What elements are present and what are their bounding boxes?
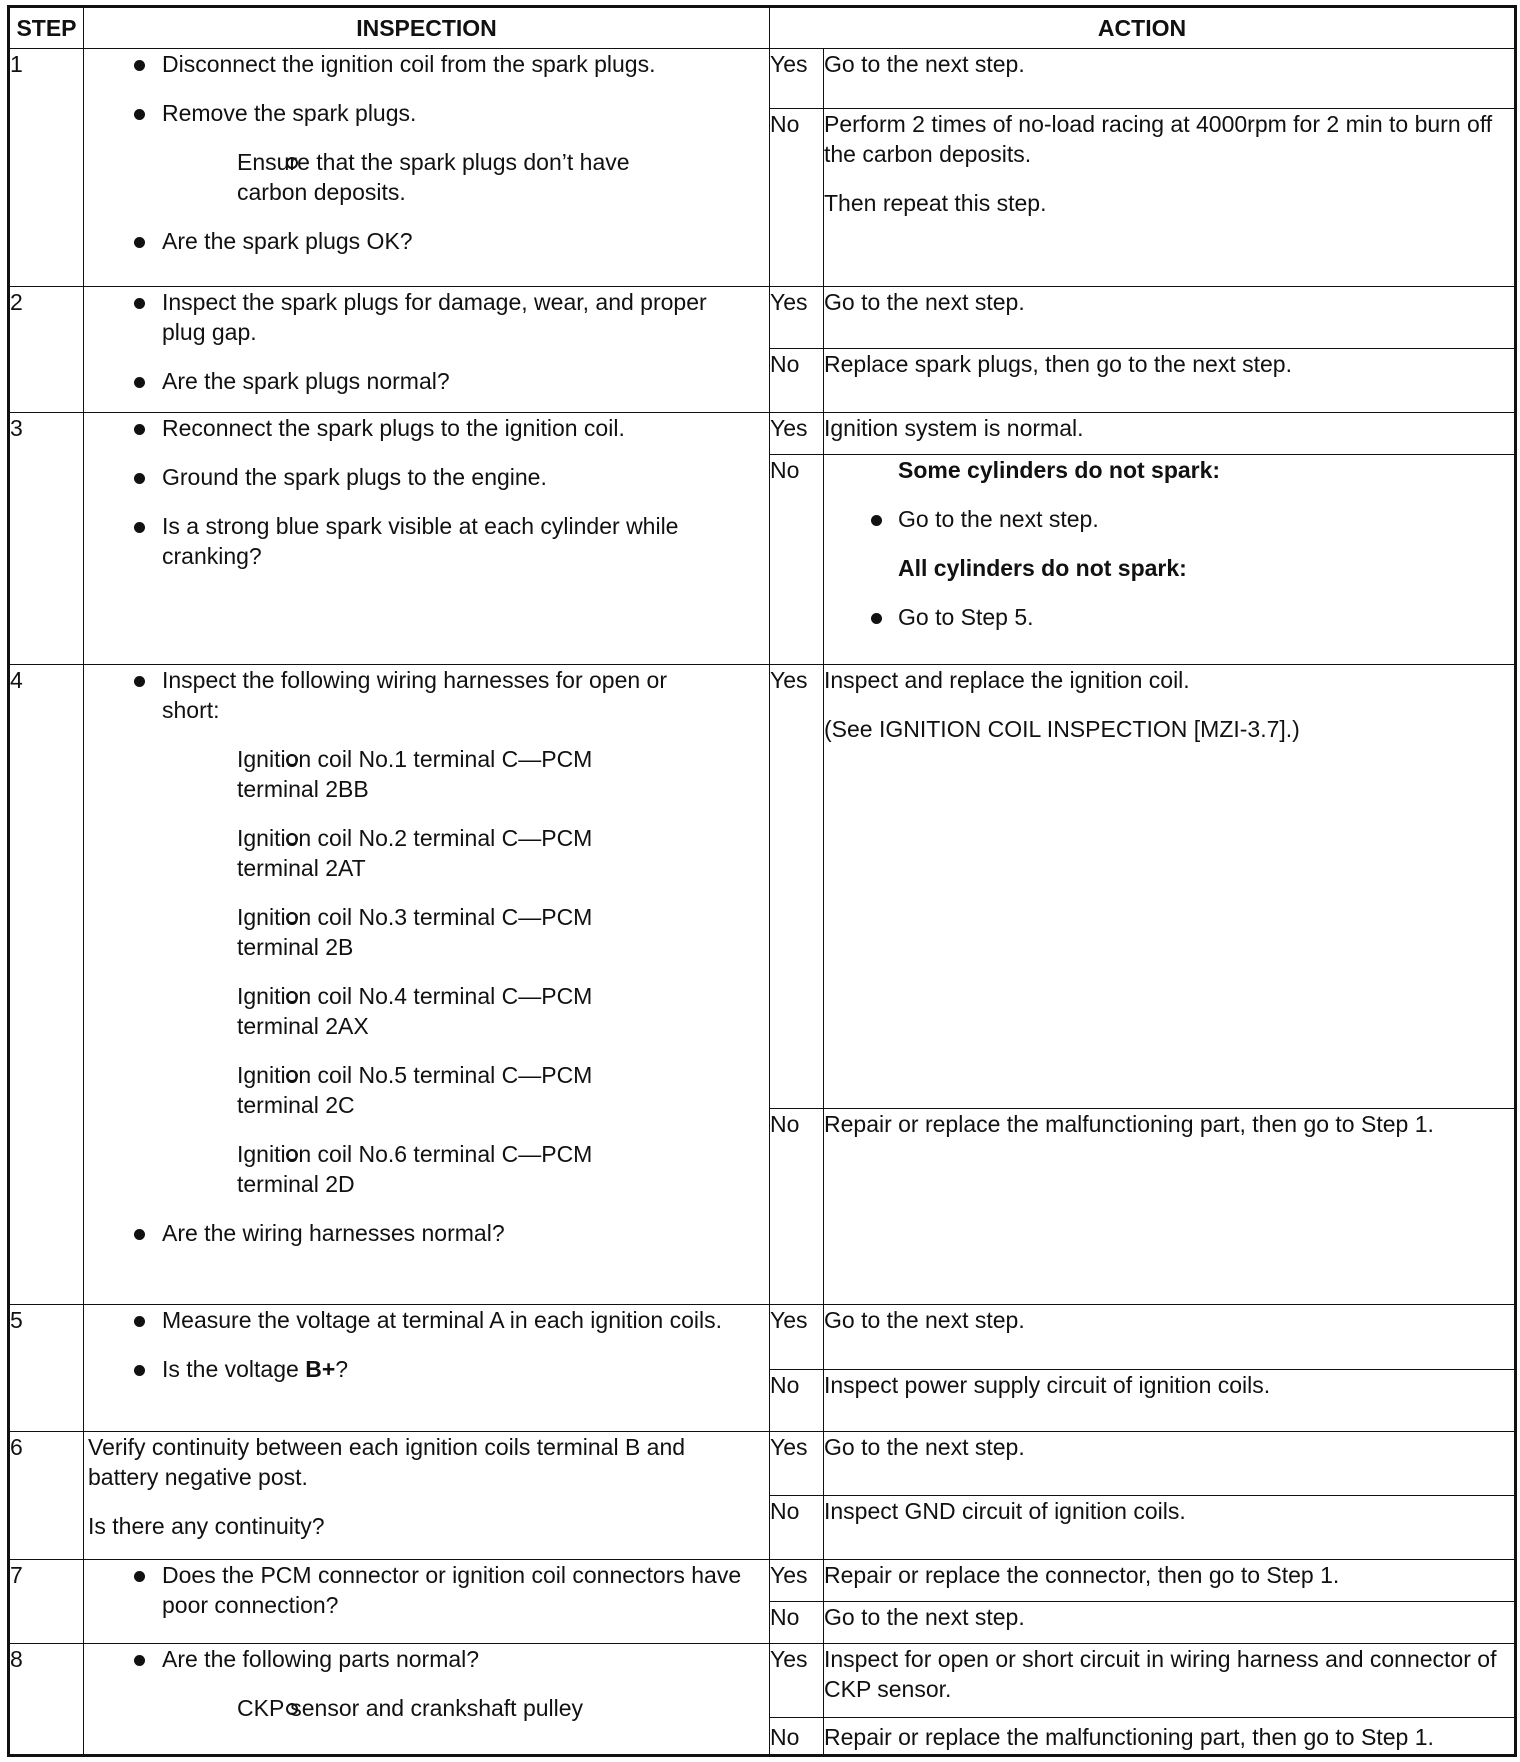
no-action: Inspect GND circuit of ignition coils.: [824, 1495, 1516, 1559]
yes-action: Inspect for open or short circuit in wiring harness and connector of CKP sensor.: [824, 1643, 1516, 1717]
table-row: [9, 1431, 1516, 1495]
sub-bullet-item: [162, 744, 769, 804]
table-row: [9, 1643, 1516, 1717]
table-row: [9, 1559, 1516, 1601]
header-step: STEP: [9, 7, 84, 49]
bullet-text: Are the following parts normal?: [162, 1645, 480, 1672]
inspection-cell: [84, 664, 770, 1305]
bullet-item: Are the spark plugs normal?: [84, 366, 769, 396]
action-heading: Some cylinders do not spark:: [898, 457, 1221, 484]
sub-bullet-text: Ignition coil No.1 terminal C—PCM terminal 2BB: [237, 745, 593, 802]
no-action: Go to the next step.: [824, 1601, 1516, 1643]
yes-label: Yes: [770, 287, 824, 349]
header-action: ACTION: [770, 7, 1516, 49]
step-number: 5: [9, 1305, 84, 1431]
yes-action: Go to the next step.: [824, 1305, 1516, 1369]
inspection-text: Verify continuity between each ignition coils terminal B and battery negative post.: [88, 1433, 686, 1490]
question-prefix: Is the voltage: [162, 1356, 306, 1383]
troubleshooting-table-container: [7, 5, 1514, 1757]
action-text: Then repeat this step.: [824, 190, 1047, 217]
yes-label: Yes: [770, 1305, 824, 1369]
sub-bullet-item: [162, 823, 769, 883]
bullet-item: [84, 98, 769, 207]
sub-bullet-item: [162, 147, 769, 207]
step-number: 1: [9, 49, 84, 287]
sub-bullet-text: Ignition coil No.6 terminal C—PCM terminal 2D: [237, 1140, 593, 1197]
bullet-item: Measure the voltage at terminal A in each ignition coils.: [84, 1305, 722, 1335]
sub-bullet-text: Ignition coil No.2 terminal C—PCM terminal 2AT: [237, 824, 593, 881]
no-label: No: [770, 455, 824, 664]
bullet-item: Does the PCM connector or ignition coil connectors have poor connection?: [84, 1560, 752, 1620]
sub-bullet-item: [162, 902, 769, 962]
sub-bullet-text: CKP sensor and crankshaft pulley: [237, 1694, 584, 1721]
step-number: 4: [9, 664, 84, 1305]
table-row: [9, 664, 1516, 1109]
no-action: [824, 455, 1516, 664]
sub-bullet-item: [162, 981, 769, 1041]
inspection-cell: [84, 49, 770, 287]
yes-action: Repair or replace the connector, then go to Step 1.: [824, 1559, 1516, 1601]
bullet-item: Inspect the spark plugs for damage, wear, and proper plug gap.: [84, 287, 722, 347]
table-row: [9, 413, 1516, 455]
yes-action: Ignition system is normal.: [824, 413, 1516, 455]
bullet-item: Ground the spark plugs to the engine.: [84, 462, 769, 492]
inspection-cell: [84, 287, 770, 413]
no-action: [824, 109, 1516, 287]
bullet-item: Reconnect the spark plugs to the ignition coil.: [84, 413, 769, 443]
action-text: (See IGNITION COIL INSPECTION [MZI-3.7].): [824, 715, 1300, 742]
sub-bullet-item: [162, 1139, 769, 1199]
yes-label: Yes: [770, 1643, 824, 1717]
no-label: No: [770, 109, 824, 287]
step-number: 7: [9, 1559, 84, 1643]
bullet-item: [84, 665, 769, 1199]
no-action: Inspect power supply circuit of ignition coils.: [824, 1369, 1516, 1431]
action-bullet: Go to the next step.: [824, 504, 1514, 534]
step-number: 2: [9, 287, 84, 413]
yes-label: Yes: [770, 413, 824, 455]
sub-bullet-item: [162, 1060, 769, 1120]
header-row: [9, 7, 1516, 49]
table-row: [9, 287, 1516, 349]
bullet-item: Is a strong blue spark visible at each cylinder while cranking?: [84, 511, 722, 571]
bullet-item: Are the wiring harnesses normal?: [84, 1218, 769, 1248]
question-value: B+: [305, 1356, 336, 1383]
step-number: 6: [9, 1431, 84, 1559]
step-number: 8: [9, 1643, 84, 1755]
sub-bullet-text: Ignition coil No.5 terminal C—PCM terminal 2C: [237, 1061, 593, 1118]
inspection-cell: [84, 1431, 770, 1559]
no-label: No: [770, 1369, 824, 1431]
table-row: [9, 1305, 1516, 1369]
header-inspection: INSPECTION: [84, 7, 770, 49]
bullet-item: Disconnect the ignition coil from the spark plugs.: [84, 49, 769, 79]
action-text: Inspect and replace the ignition coil.: [824, 666, 1190, 693]
yes-label: Yes: [770, 664, 824, 1109]
bullet-item: Are the spark plugs OK?: [84, 226, 769, 256]
inspection-cell: [84, 1643, 770, 1755]
yes-label: Yes: [770, 1431, 824, 1495]
action-bullet: Go to Step 5.: [824, 602, 1514, 632]
yes-action: [824, 664, 1516, 1109]
no-action: Replace spark plugs, then go to the next step.: [824, 349, 1516, 413]
bullet-item: [84, 1644, 769, 1723]
yes-label: Yes: [770, 49, 824, 109]
no-label: No: [770, 1495, 824, 1559]
bullet-text: Inspect the following wiring harnesses for open or short:: [162, 666, 668, 723]
no-action: Repair or replace the malfunctioning part, then go to Step 1.: [824, 1717, 1516, 1755]
step-number: 3: [9, 413, 84, 664]
table-row: [9, 49, 1516, 109]
action-heading: All cylinders do not spark:: [898, 555, 1187, 582]
bullet-text: Remove the spark plugs.: [162, 100, 417, 127]
no-label: No: [770, 349, 824, 413]
yes-action: Go to the next step.: [824, 287, 1516, 349]
yes-label: Yes: [770, 1559, 824, 1601]
sub-bullet-text: Ignition coil No.4 terminal C—PCM terminal 2AX: [237, 982, 593, 1039]
sub-bullet-text: Ensure that the spark plugs don’t have carbon deposits.: [237, 149, 630, 206]
no-label: No: [770, 1601, 824, 1643]
troubleshooting-table: [7, 5, 1517, 1757]
bullet-item: [84, 1354, 769, 1384]
question-suffix: ?: [335, 1356, 349, 1383]
no-label: No: [770, 1717, 824, 1755]
no-label: No: [770, 1109, 824, 1305]
sub-bullet-text: Ignition coil No.3 terminal C—PCM terminal 2B: [237, 903, 593, 960]
no-action: Repair or replace the malfunctioning part, then go to Step 1.: [824, 1109, 1516, 1305]
inspection-cell: [84, 1305, 770, 1431]
yes-action: Go to the next step.: [824, 1431, 1516, 1495]
yes-action: Go to the next step.: [824, 49, 1516, 109]
inspection-text: Is there any continuity?: [88, 1512, 325, 1539]
inspection-cell: [84, 1559, 770, 1643]
action-text: Perform 2 times of no-load racing at 4000rpm for 2 min to burn off the carbon deposits.: [824, 111, 1493, 168]
sub-bullet-item: [162, 1693, 769, 1723]
inspection-cell: [84, 413, 770, 664]
